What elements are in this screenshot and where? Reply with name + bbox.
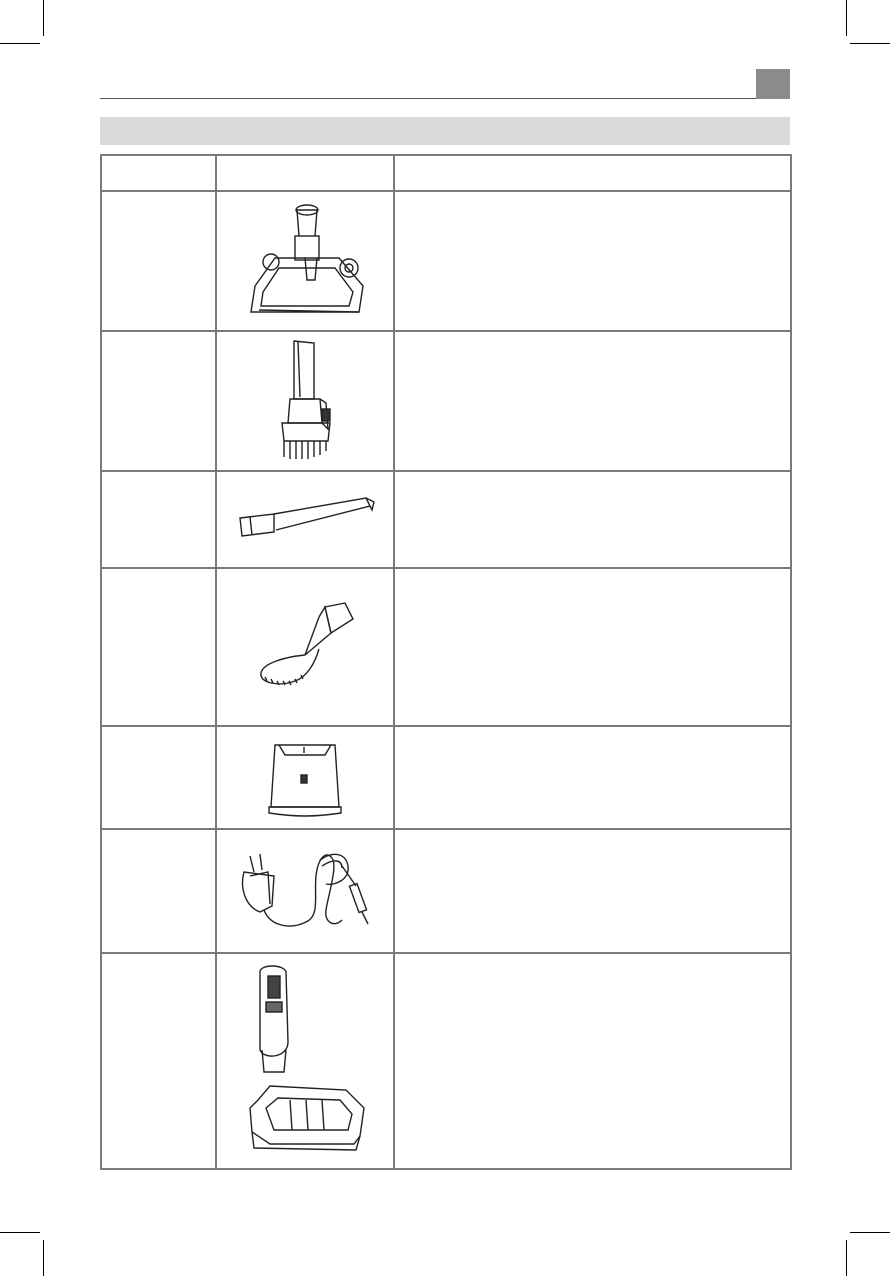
table-row xyxy=(101,331,791,471)
column-header-name xyxy=(101,155,216,191)
part-description-cell xyxy=(394,331,791,471)
part-name-cell xyxy=(101,829,216,953)
crop-mark xyxy=(43,0,44,36)
table-row xyxy=(101,471,791,568)
part-description-cell xyxy=(394,191,791,331)
table-row xyxy=(101,953,791,1169)
column-header-description xyxy=(394,155,791,191)
floor-brush-head-icon xyxy=(235,196,375,326)
part-description-cell xyxy=(394,829,791,953)
table-row xyxy=(101,829,791,953)
part-image-cell xyxy=(216,331,394,471)
crop-mark xyxy=(850,43,890,44)
crop-mark xyxy=(43,1240,44,1276)
page-tab xyxy=(756,69,790,99)
part-name-cell xyxy=(101,331,216,471)
part-name-cell xyxy=(101,568,216,726)
table-header-row xyxy=(101,155,791,191)
part-image-cell xyxy=(216,726,394,829)
extension-tube-brush-icon xyxy=(260,337,350,465)
part-description-cell xyxy=(394,953,791,1169)
part-description-cell xyxy=(394,471,791,568)
crop-mark xyxy=(846,0,847,36)
column-header-image xyxy=(216,155,394,191)
crop-mark xyxy=(846,1240,847,1276)
part-description-cell xyxy=(394,568,791,726)
part-image-cell xyxy=(216,191,394,331)
part-image-cell xyxy=(216,568,394,726)
part-image-cell xyxy=(216,953,394,1169)
section-title-bar xyxy=(100,117,790,145)
crevice-tool-icon xyxy=(230,490,380,550)
table-row xyxy=(101,568,791,726)
wall-mount-bracket-icon xyxy=(255,735,355,821)
crop-mark xyxy=(850,1232,890,1233)
part-name-cell xyxy=(101,726,216,829)
dusting-brush-icon xyxy=(245,597,365,697)
part-description-cell xyxy=(394,726,791,829)
crop-mark xyxy=(0,1232,40,1233)
part-name-cell xyxy=(101,191,216,331)
table-row xyxy=(101,726,791,829)
parts-table xyxy=(100,154,792,1170)
header-rule xyxy=(100,98,756,99)
part-image-cell xyxy=(216,829,394,953)
part-name-cell xyxy=(101,471,216,568)
battery-and-base-icon xyxy=(230,958,380,1164)
crop-mark xyxy=(0,43,40,44)
table-row xyxy=(101,191,791,331)
part-image-cell xyxy=(216,471,394,568)
charger-adapter-icon xyxy=(230,836,380,946)
part-name-cell xyxy=(101,953,216,1169)
